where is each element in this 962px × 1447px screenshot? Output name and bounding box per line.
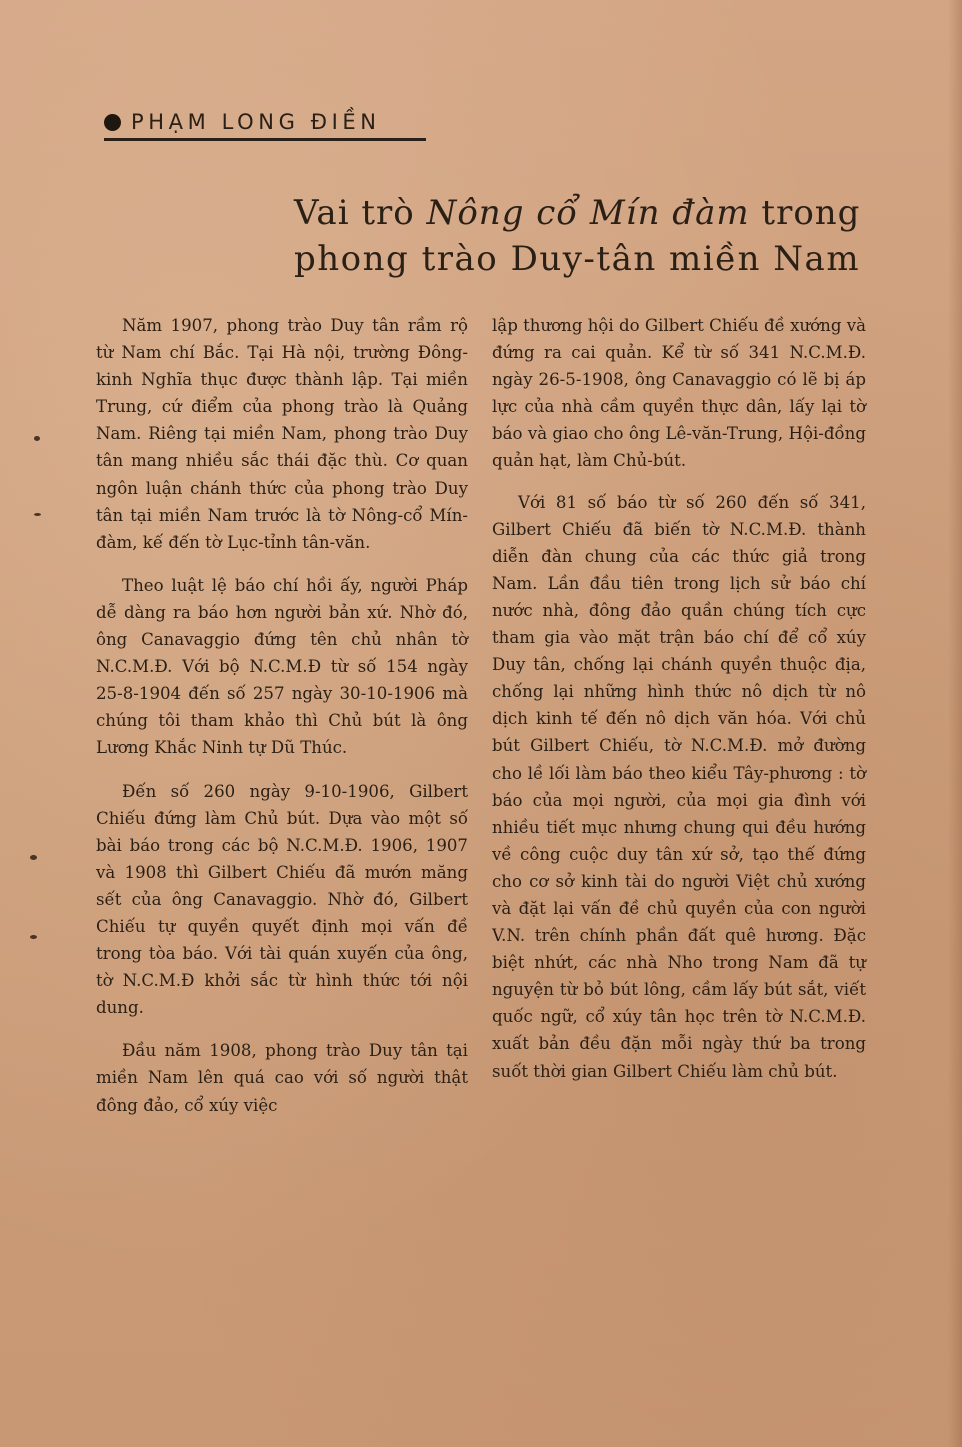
paragraph: Đầu năm 1908, phong trào Duy tân tại miền Nam lên quá cao với số người thật đông đảo, cổ xúy việc	[96, 1041, 468, 1115]
paper-speck	[34, 513, 41, 516]
right-column	[492, 312, 866, 1099]
title-line-2: phong trào Duy-tân miền Nam	[294, 239, 861, 279]
paper-speck	[34, 436, 40, 441]
bullet-icon	[104, 114, 121, 131]
left-column	[96, 312, 468, 1135]
paragraph: Đến số 260 ngày 9-10-1906, Gilbert Chiếu đứng làm Chủ bút. Dựa vào một số bài báo trong các bộ N.C.M.Đ. 1906, 1907 và 1908 thì Gilbert Chiếu đã mướn măng sết của ông Canavaggio. Nhờ đó, Gilbert Chiếu tự quyền quyết định mọi vấn đề trong tòa báo. Với tài quán xuyến của ông, tờ N.C.M.Đ khởi sắc từ hình thức tới nội dung.	[96, 781, 468, 1018]
title-suffix: trong	[749, 193, 861, 233]
title-line-1	[294, 190, 894, 236]
paragraph: Năm 1907, phong trào Duy tân rầm rộ từ Nam chí Bắc. Tại Hà nội, trường Đông-kinh Nghĩa thục được thành lập. Tại miền Trung, cứ điểm của phong trào là Quảng Nam. Riêng tại miền Nam, phong trào Duy tân mang nhiều sắc thái đặc thù. Cơ quan ngôn luận chánh thức của phong trào Duy tân tại miền Nam trước là tờ Nông-cổ Mín-đàm, kế đến tờ Lục-tỉnh tân-văn.	[96, 316, 468, 552]
article-title	[294, 190, 894, 282]
paper-speck	[30, 935, 37, 939]
paragraph: Với 81 số báo từ số 260 đến số 341, Gilbert Chiếu đã biến tờ N.C.M.Đ. thành diễn đàn chung của các thức giả trong Nam. Lần đầu tiên trong lịch sử báo chí nước nhà, đông đảo quần chúng tích cực tham gia vào mặt trận báo chí để cổ xúy Duy tân, chống lại chánh quyền thuộc địa, chống lại những hình thức nô dịch từ nô dịch kinh tế đến nô dịch văn hóa. Với chủ bút Gilbert Chiếu, tờ N.C.M.Đ. mở đường cho lề lối làm báo theo kiểu Tây-phương : tờ báo của mọi người, của mọi gia đình với nhiều tiết mục nhưng chung qui đều hướng về công cuộc duy tân xứ sở, tạo thế đứng cho cơ sở kinh tài do người Việt chủ xướng và đặt lại vấn đề chủ quyền của con người V.N. trên chính phần đất quê hương. Đặc biệt nhứt, các nhà Nho trong Nam đã tự nguyện từ bỏ bút lông, cầm lấy bút sắt, viết quốc ngữ, cổ xúy tân học trên tờ N.C.M.Đ. xuất bản đều đặn mỗi ngày thứ ba trong suốt thời gian Gilbert Chiếu làm chủ bút.	[492, 492, 866, 1081]
author-underline	[104, 138, 426, 141]
paper-speck	[30, 855, 37, 860]
paragraph: Theo luật lệ báo chí hồi ấy, người Pháp dễ dàng ra báo hơn người bản xứ. Nhờ đó, ông Canavaggio đứng tên chủ nhân tờ N.C.M.Đ. Với bộ N.C.M.Đ từ số 154 ngày 25-8-1904 đến số 257 ngày 30-10-1906 mà chúng tôi tham khảo thì Chủ bút là ông Lương Khắc Ninh tự Dũ Thúc.	[96, 575, 468, 758]
page-edge-shadow	[948, 0, 962, 1447]
author-header	[104, 110, 381, 134]
paragraph: lập thương hội do Gilbert Chiếu đề xướng và đứng ra cai quản. Kể từ số 341 N.C.M.Đ. ngày 26-5-1908, ông Canavaggio có lẽ bị áp lực của nhà cầm quyền thực dân, lấy lại tờ báo và giao cho ông Lê-văn-Trung, Hội-đồng quản hạt, làm Chủ-bút.	[492, 316, 866, 471]
author-name: PHẠM LONG ĐIỀN	[131, 110, 381, 134]
title-italic: Nông cổ Mín đàm	[426, 193, 750, 233]
title-prefix: Vai trò	[294, 193, 427, 233]
